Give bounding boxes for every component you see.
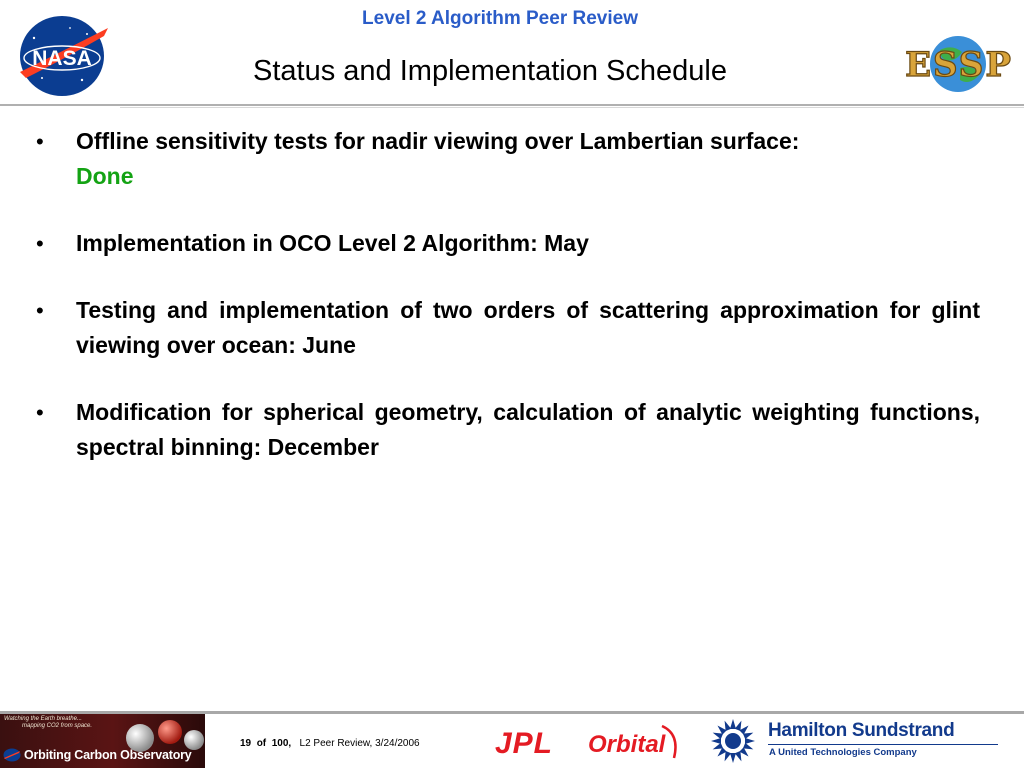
header-divider-secondary [120,107,1024,108]
page-of: of [256,738,267,749]
header-divider [0,104,1024,106]
essp-logo-text: ESSP [905,45,1013,85]
bullet-item [36,395,980,465]
oco-tagline-line2: mapping CO2 from space. [22,723,93,729]
bullet-marker: • [36,129,44,154]
bullet-item [36,226,980,261]
hamilton-divider [768,744,998,745]
page-total: 100, [271,738,292,749]
bullet-item [36,124,980,194]
hamilton-sundstrand-name: Hamilton Sundstrand [768,720,955,741]
orbital-logo-text: Orbital [588,731,666,758]
oco-tagline-line1: Watching the Earth breathe... [4,716,82,722]
hamilton-sundstrand-subtitle: A United Technologies Company [769,747,917,758]
bullet-marker: • [36,298,44,323]
bullet-text [76,124,980,194]
slide-title: Status and Implementation Schedule [253,55,727,87]
bullet-marker: • [36,400,44,425]
page-info [240,738,420,749]
bullet-text: Implementation in OCO Level 2 Algorithm: May [76,230,589,256]
bullet-list [36,124,980,497]
bullet-marker: • [36,231,44,256]
orbital-logo [584,724,700,762]
nasa-logo-text: NASA [32,47,92,70]
presentation-subtitle: Level 2 Algorithm Peer Review [362,8,638,29]
bullet-label: Offline sensitivity tests for nadir viewing over Lambertian surface: [76,128,800,154]
jpl-logo-text: JPL [494,727,554,757]
essp-logo [900,30,1018,94]
bullet-text: Modification for spherical geometry, calculation of analytic weighting functions, spectral binning: December [76,399,980,460]
bullet-text: Testing and implementation of two orders of scattering approximation for glint viewing over ocean: June [76,297,980,358]
nasa-mini-icon [3,748,21,762]
bullet-item [36,293,980,363]
jpl-logo [482,727,566,757]
status-done: Done [76,163,134,189]
page-number: 19 [240,738,252,749]
hamilton-sundstrand-logo-icon [709,717,757,765]
page-caption: L2 Peer Review, 3/24/2006 [299,738,420,749]
oco-name: Orbiting Carbon Observatory [24,748,192,762]
oco-banner [0,714,205,768]
oco-tagline [4,716,92,730]
co2-molecule-icon [110,716,205,752]
nasa-logo [12,14,112,98]
